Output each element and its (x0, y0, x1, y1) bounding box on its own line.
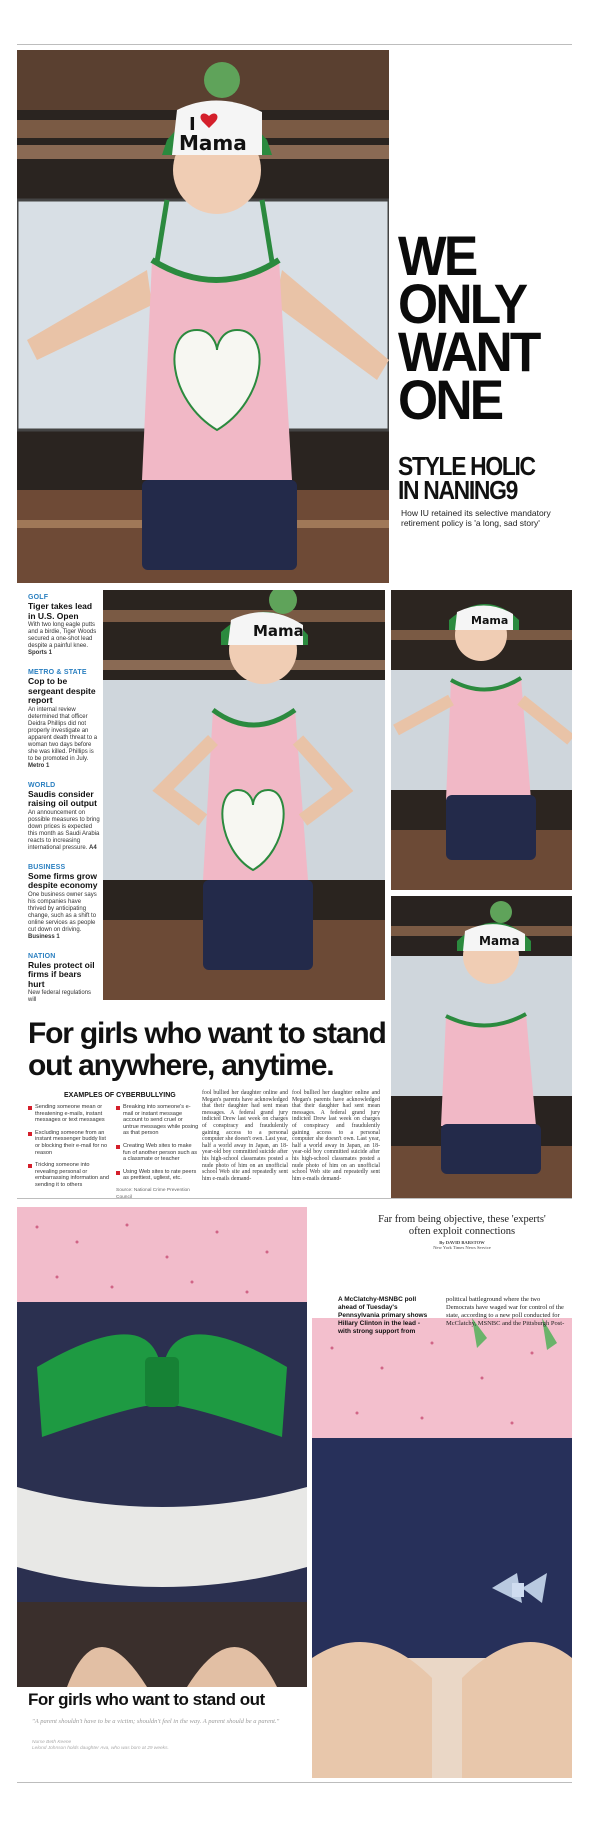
photo-leaning-back (391, 590, 572, 890)
sidebar-item-nation[interactable]: NATION Rules protect oil firms if bears hurt New federal regulations will (28, 952, 95, 1003)
svg-text:Mama: Mama (471, 614, 509, 627)
quote-box-lede: A McClatchy-MSNBC poll ahead of Tuesday's Pennsylvania primary shows Hillary Clinton in the lead - with strong support from (338, 1296, 428, 1335)
photo-green-bow-closeup (17, 1207, 307, 1687)
photo-leaning-forward (391, 896, 572, 1198)
svg-text:Mama: Mama (253, 622, 304, 640)
bullets-right (116, 1104, 200, 1201)
cap-text-mama: Mama (179, 131, 247, 155)
sub-headline: STYLE HOLIC IN NANING9 (398, 451, 535, 505)
top-rule (17, 44, 572, 45)
svg-text:Mama: Mama (479, 934, 520, 948)
bottom-headline: For girls who want to stand out (28, 1690, 265, 1709)
main-headline: WE ONLY WANT ONE (398, 224, 539, 431)
bullets-left (28, 1104, 112, 1195)
bullet-item: Sending someone mean or threatening e-mails, instant messages or text messages (28, 1104, 112, 1124)
headline-deck: How IU retained its selective mandatory retirement policy is 'a long, sad story' (401, 508, 551, 528)
quote-box-body: political battleground where the two Democrats have waged war for control of the state, according to a new poll conducted for McClatchy, MSNBC and the Pittsburgh Post- (446, 1296, 565, 1327)
quote-box-byline: By DAVID BARSTOW New York Times News Service (433, 1240, 491, 1250)
bullet-item: Creating Web sites to make fun of another person such as a classmate or teacher (116, 1143, 200, 1163)
body-column-1: fool bullied her daughter online and Megan's parents have acknowledged that their daughter had sent mean messages. A federal grand jury indicted Drew last week on charges of conspiracy and fraudulently gaining access to a personal computer she doesn't own. Last year, half a world away in Japan, an 18-year-old boy committed suicide after his high-school classmates posted a nude photo of him on an unofficial school Web site and repeatedly sent him e-mails demand- (202, 1090, 288, 1182)
bottom-credit: Nurse Beth Keene Lelond Johnson holds daughter Ava, who was born at 29 weeks. (32, 1740, 169, 1751)
feature-headline: For girls who want to stand out anywhere, anytime. (28, 1017, 386, 1082)
cap-text-i: I (189, 114, 196, 135)
sidebar-item-metro[interactable]: METRO & STATE Cop to be sergeant despite report An internal review determined that officer Deidra Phillips did not properly investigate an apparent death threat to a woman two days before she was killed. Phillips is to be promoted in July. Metro 1 (28, 669, 98, 769)
bottom-rule (17, 1782, 572, 1783)
body-column-2: fool bullied her daughter online and Megan's parents have acknowledged that their daughter had sent mean messages. A federal grand jury indicted Drew last week on charges of conspiracy and fraudulently gaining access to a personal computer she doesn't own. Last year, half a world away in Japan, an 18-year-old boy committed suicide after his high-school classmates posted a nude photo of him on an unofficial school Web site and repeatedly sent him e-mails demand- (292, 1090, 380, 1182)
bullet-item: Tricking someone into revealing personal or embarrassing information and sending it to others (28, 1162, 112, 1188)
sidebar-item-golf[interactable]: GOLF Tiger takes lead in U.S. Open With two long eagle putts and a birdie, Tiger Woods secured a one-shot lead despite a painful knee. Sports 1 (28, 594, 97, 656)
quote-box-headline: Far from being objective, these 'experts' often exploit connections (378, 1214, 546, 1237)
section-rule-1 (17, 1198, 572, 1199)
bullet-item: Excluding someone from an instant messenger buddy list or blocking their e-mail for no reason (28, 1130, 112, 1156)
bullet-item: Using Web sites to rate peers as prettiest, ugliest, etc. (116, 1169, 200, 1182)
photo-sparkle-bow-closeup (312, 1318, 572, 1778)
sidebar-item-business[interactable]: BUSINESS Some firms grow despite economy One business owner says his companies have thrived by anticipating change, such as a shift to online services as people cut down on driving. Business 1 (28, 863, 98, 940)
bullet-item: Breaking into someone's e-mail or instant message account to send cruel or untrue messages while posing as that person (116, 1104, 200, 1137)
hero-photo (17, 50, 389, 583)
photo-hands-on-hips (103, 590, 385, 1000)
bottom-quote: "A parent shouldn't have to be a victim; shouldn't feel in the way. A parent should be a parent." (32, 1718, 280, 1725)
news-sidebar (28, 594, 100, 1016)
source-note: Source: National Crime Prevention Council (116, 1187, 190, 1200)
examples-title: EXAMPLES OF CYBERBULLYING (64, 1092, 176, 1099)
sidebar-item-world[interactable]: WORLD Saudis consider raising oil output An announcement on possible measures to bring down prices is expected this month as Saudi Arabia reacts to increasing international pressure. A4 (28, 781, 100, 851)
